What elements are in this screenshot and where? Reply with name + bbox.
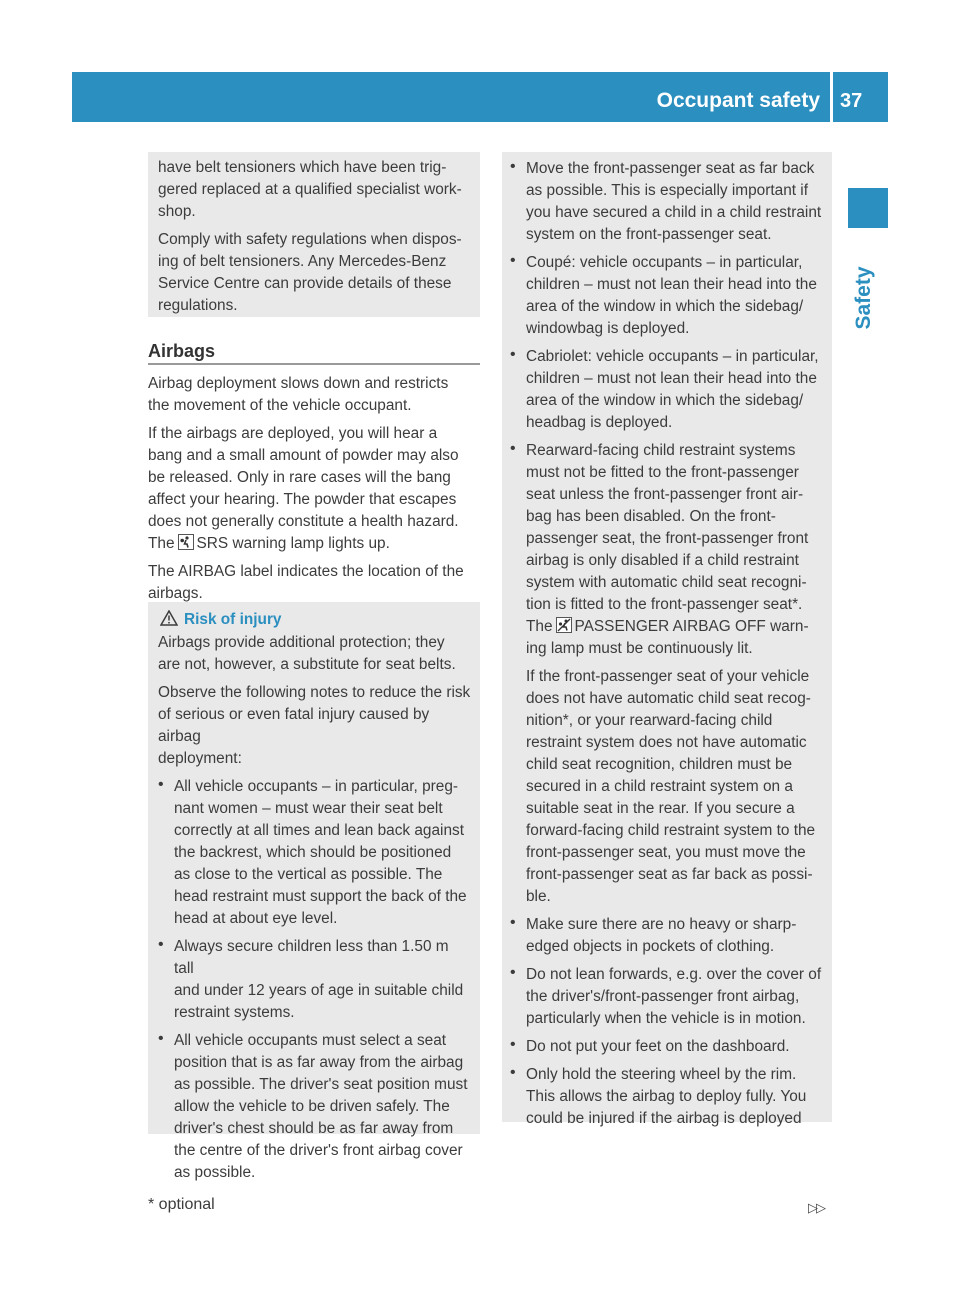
list-line: passenger seat, the front-passenger front (526, 530, 809, 547)
body-line: Observe the following notes to reduce the risk (158, 684, 471, 701)
list-line: restraint system does not have automatic (526, 734, 807, 751)
body-line: of serious or even fatal injury caused by airbag (158, 706, 430, 745)
note-line: regulations. (158, 297, 238, 314)
list-line: • Do not put your feet on the dashboard. (526, 1038, 790, 1055)
srs-airbag-icon (178, 534, 194, 550)
list-item (510, 1036, 828, 1058)
page-title: Occupant safety (656, 89, 820, 112)
list-item (510, 158, 828, 246)
note-line: have belt tensioners which have been trig- (158, 159, 447, 176)
list-line: children – must not lean their head into the (526, 276, 817, 293)
warning-heading (158, 608, 472, 632)
list-line-with-icon (526, 616, 828, 638)
body-line: the movement of the vehicle occupant. (148, 397, 412, 414)
list-item (510, 252, 828, 340)
list-item (510, 440, 828, 908)
list-line: as possible. This is especially important if (526, 182, 808, 199)
list-line: nant women – must wear their seat belt (174, 800, 443, 817)
body-line: bang and a small amount of powder may also (148, 447, 459, 464)
belt-tensioner-note (148, 152, 480, 317)
list-line: • Coupé: vehicle occupants – in particular, (526, 254, 803, 271)
note-line: Service Centre can provide details of these (158, 275, 452, 292)
body-line: deployment: (158, 750, 242, 767)
body-line-with-icon (148, 533, 482, 555)
airbag-precautions-box (502, 152, 832, 1127)
list-item (158, 776, 472, 930)
list-line: must not be fitted to the front-passenger (526, 464, 799, 481)
list-line: • All vehicle occupants must select a seat (174, 1032, 447, 1049)
list-line: suitable seat in the rear. If you secure a (526, 800, 795, 817)
warning-triangle-icon (160, 610, 178, 626)
body-line: are not, however, a substitute for seat belts. (158, 656, 456, 673)
list-line: as possible. The driver's seat position must (174, 1076, 468, 1093)
list-line: driver's chest should be as far away from (174, 1120, 454, 1137)
body-line: affect your hearing. The powder that escapes (148, 491, 457, 508)
body-text: The (526, 618, 553, 635)
header-divider (830, 72, 833, 122)
list-line: headbag is deployed. (526, 414, 673, 431)
airbag-intro (148, 373, 482, 605)
list-line: head at about eye level. (174, 910, 338, 927)
list-line: front-passenger seat, you must move the (526, 844, 806, 861)
body-line: airbags. (148, 585, 203, 602)
list-item (510, 346, 828, 434)
body-line: If the airbags are deployed, you will hear a (148, 425, 438, 442)
list-line: child seat recognition, children must be (526, 756, 793, 773)
footnote-optional: * optional (148, 1196, 215, 1213)
list-line: • Only hold the steering wheel by the rim. (526, 1066, 797, 1083)
note-line: Comply with safety regulations when dispos- (158, 231, 462, 248)
section-rule (148, 363, 480, 365)
body-line: be released. Only in rare cases will the bang (148, 469, 451, 486)
list-item (510, 1064, 828, 1130)
body-text: SRS warning lamp lights up. (196, 535, 390, 552)
body-line: does not generally constitute a health hazard. (148, 513, 459, 530)
body-text: PASSENGER AIRBAG OFF warn- (574, 618, 809, 635)
list-line: restraint systems. (174, 1004, 295, 1021)
risk-warning-box (148, 602, 480, 1181)
list-line: correctly at all times and lean back against (174, 822, 465, 839)
list-item (158, 1030, 472, 1184)
list-line: windowbag is deployed. (526, 320, 690, 337)
list-line: If the front-passenger seat of your vehicle (526, 668, 810, 685)
list-line: • Make sure there are no heavy or sharp- (526, 916, 797, 933)
section-heading: Airbags (148, 341, 216, 361)
list-line: area of the window in which the sidebag/ (526, 392, 804, 409)
body-line: Airbags provide additional protection; they (158, 634, 445, 651)
list-line: • Rearward-facing child restraint systems (526, 442, 796, 459)
body-line: Airbag deployment slows down and restricts (148, 375, 449, 392)
note-line: shop. (158, 203, 196, 220)
list-line: and under 12 years of age in suitable child (174, 982, 464, 999)
list-line: children – must not lean their head into the (526, 370, 817, 387)
side-tab-label: Safety (852, 266, 875, 330)
warning-title: Risk of injury (184, 611, 282, 628)
list-line: front-passenger seat as far back as possi- (526, 866, 813, 883)
list-line: ble. (526, 888, 551, 905)
list-line: system with automatic child seat recogni- (526, 574, 807, 591)
list-item (510, 914, 828, 958)
list-item (158, 936, 472, 1024)
list-line: particularly when the vehicle is in motion. (526, 1010, 806, 1027)
note-line: ing of belt tensioners. Any Mercedes-Benz (158, 253, 447, 270)
list-line: • Move the front-passenger seat as far back (526, 160, 815, 177)
list-line: forward-facing child restraint system to the (526, 822, 816, 839)
list-line: • All vehicle occupants – in particular, preg- (174, 778, 459, 795)
list-line: This allows the airbag to deploy fully. You (526, 1088, 807, 1105)
list-line: does not have automatic child seat recog- (526, 690, 811, 707)
page-number: 37 (840, 90, 863, 112)
list-line: could be injured if the airbag is deployed (526, 1110, 802, 1127)
body-line: The AIRBAG label indicates the location of the (148, 563, 464, 580)
list-line: seat unless the front-passenger front air- (526, 486, 804, 503)
body-text: The (148, 535, 175, 552)
list-line: allow the vehicle to be driven safely. The (174, 1098, 450, 1115)
list-line: area of the window in which the sidebag/ (526, 298, 804, 315)
list-line: nition*, or your rearward-facing child (526, 712, 773, 729)
list-line: system on the front-passenger seat. (526, 226, 772, 243)
note-line: gered replaced at a qualified specialist work- (158, 181, 462, 198)
list-line: airbag is only disabled if a child restraint (526, 552, 799, 569)
list-line: the driver's/front-passenger front airbag, (526, 988, 800, 1005)
list-line: ing lamp must be continuously lit. (526, 640, 753, 657)
list-line: secured in a child restraint system on a (526, 778, 793, 795)
passenger-airbag-off-icon (556, 617, 572, 633)
list-line: as possible. (174, 1164, 256, 1181)
list-line: • Do not lean forwards, e.g. over the cover of (526, 966, 822, 983)
list-line: the centre of the driver's front airbag cover (174, 1142, 463, 1159)
continue-arrows-icon: ▷▷ (808, 1200, 824, 1215)
side-tab-marker (848, 188, 888, 228)
list-line: edged objects in pockets of clothing. (526, 938, 775, 955)
list-line: tion is fitted to the front-passenger seat*. (526, 596, 803, 613)
list-line: • Always secure children less than 1.50 m tall (174, 938, 449, 977)
list-line: • Cabriolet: vehicle occupants – in particular, (526, 348, 819, 365)
list-line: as close to the vertical as possible. The (174, 866, 443, 883)
list-line: you have secured a child in a child restraint (526, 204, 822, 221)
list-line: head restraint must support the back of the (174, 888, 467, 905)
list-line: position that is as far away from the airbag (174, 1054, 464, 1071)
list-line: bag has been disabled. On the front- (526, 508, 776, 525)
list-item (510, 964, 828, 1030)
list-line: the backrest, which should be positioned (174, 844, 452, 861)
